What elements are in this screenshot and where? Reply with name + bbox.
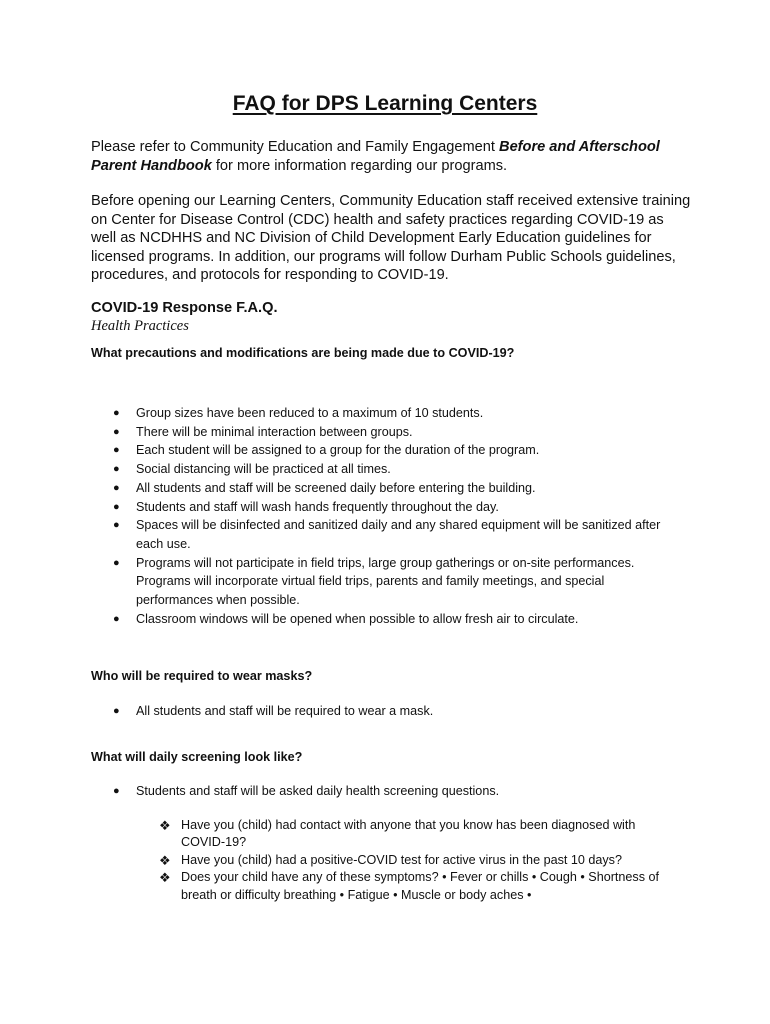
training-paragraph: Before opening our Learning Centers, Community Education staff received extensive training on Center for Disease Control (CDC) health and safety practices regarding COVID-19 as well as NCDHHS and NC Division of Child Development Early Education guidelines for licensed programs. In addition, our programs will follow Durham Public Schools guidelines, procedures, and protocols for responding to COVID-19. [91, 193, 691, 284]
bullet-icon: ● [113, 785, 120, 797]
list-item: ❖ Have you (child) had contact with anyone that you know has been diagnosed with COVID-19? [159, 818, 636, 850]
faq-question-masks: Who will be required to wear masks? [91, 669, 313, 683]
diamond-bullet-icon: ❖ [159, 870, 171, 886]
bullet-icon: ● [113, 425, 120, 438]
bullet-icon: ● [113, 612, 120, 625]
bullet-icon: ● [113, 705, 120, 717]
list-item: ❖ Have you (child) had a positive-COVID test for active virus in the past 10 days? [159, 852, 622, 868]
bullet-icon: ● [113, 407, 120, 419]
list-item: ❖ Does your child have any of these symptoms? • Fever or chills • Cough • Shortness of breath or difficulty breathing • Fatigue • Muscle or body aches • [159, 870, 660, 902]
faq-question-precautions: What precautions and modifications are being made due to COVID-19? [91, 346, 515, 360]
list-item: ● Programs will not participate in field trips, large group gatherings or on-site performances. Programs will incorporate virtual field trips, parents and family meetings, and special performances when possible. [113, 555, 635, 608]
bullet-icon: ● [113, 500, 120, 513]
list-item: ● Spaces will be disinfected and sanitized daily and any shared equipment will be sanitized after each use. [113, 518, 661, 551]
bullet-icon: ● [113, 463, 120, 476]
masks-list [0, 702, 680, 721]
intro-paragraph [91, 138, 691, 175]
list-item: ● Students and staff will wash hands frequently throughout the day. [0, 498, 680, 517]
handbook-title: Before and Afterschool Parent Handbook [91, 139, 660, 174]
diamond-bullet-icon: ❖ [159, 852, 171, 868]
screening-list [0, 782, 680, 801]
intro-text-after: for more information regarding our programs. [211, 157, 508, 174]
screening-questions-list [0, 817, 680, 904]
document-title: FAQ for DPS Learning Centers [232, 92, 538, 115]
bullet-icon: ● [113, 519, 120, 532]
diamond-bullet-icon: ❖ [159, 818, 171, 833]
list-item: ● Group sizes have been reduced to a maximum of 10 students. [0, 404, 680, 423]
list-item: ● Social distancing will be practiced at all times. [0, 460, 680, 479]
list-item: ● Classroom windows will be opened when possible to allow fresh air to circulate. [0, 610, 680, 629]
list-item: ● All students and staff will be screened daily before entering the building. [0, 479, 680, 498]
bullet-icon: ● [113, 556, 120, 569]
bullet-icon: ● [113, 444, 120, 457]
bullet-icon: ● [113, 481, 120, 494]
faq-question-screening: What will daily screening look like? [91, 750, 303, 764]
precautions-list [0, 404, 680, 628]
section-heading: COVID-19 Response F.A.Q. [91, 300, 278, 316]
intro-text-before: Please refer to Community Education and Family Engagement [91, 139, 500, 155]
list-item: ● All students and staff will be required to wear a mask. [0, 702, 680, 721]
section-subheading: Health Practices [91, 318, 189, 334]
list-item: ● There will be minimal interaction between groups. [0, 423, 680, 442]
list-item: ● Students and staff will be asked daily health screening questions. [0, 782, 680, 801]
list-item: ● Each student will be assigned to a group for the duration of the program. [0, 441, 680, 460]
